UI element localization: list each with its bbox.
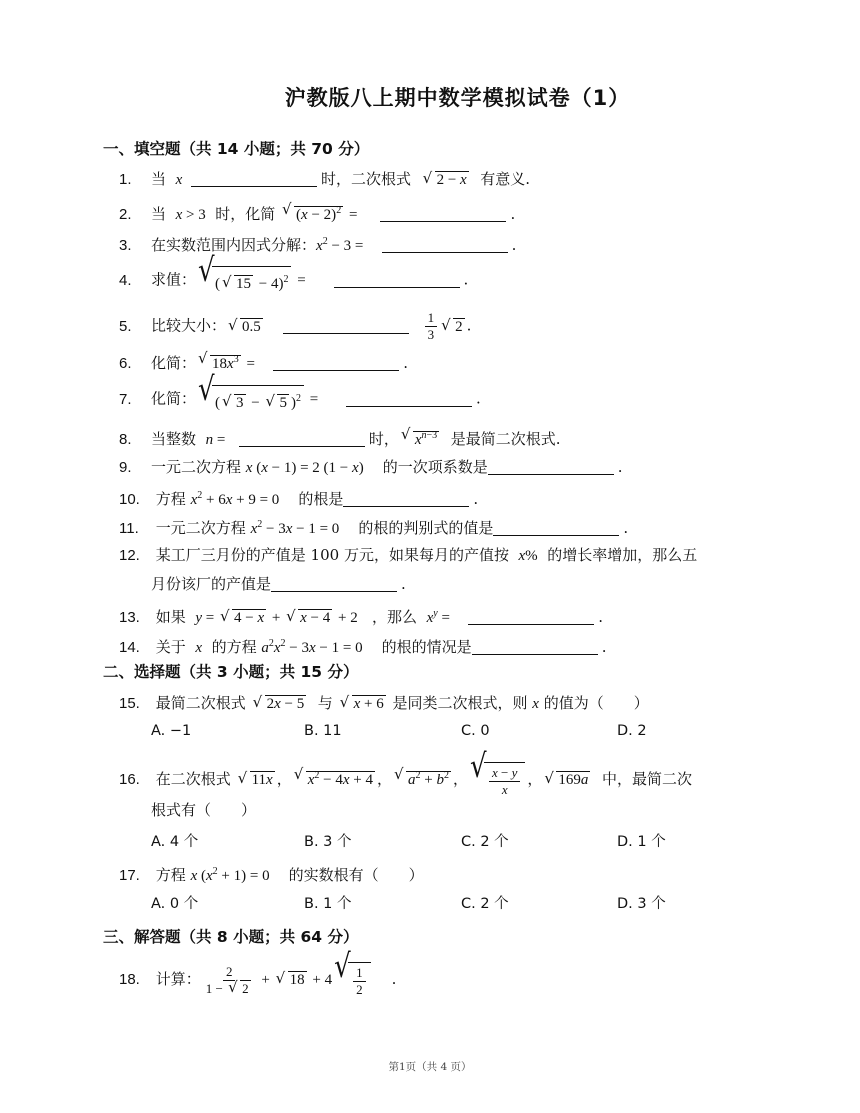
- option-b[interactable]: B. 3 个: [304, 834, 352, 850]
- section-heading-solve: 三、解答题（共 8 小题；共 64 分）: [103, 928, 359, 946]
- question-3: 3. 在实数范围内因式分解：$x^2 - 3$ = .: [119, 236, 517, 254]
- question-6: 6. 化简：√ $18x^3$ = .: [119, 349, 408, 375]
- question-14: 14. 关于 x 的方程 $a^2x^2 - 3x - 1 = 0$ 的根的情况是 .: [119, 638, 607, 656]
- page-footer: 第1页（共 4 页）: [388, 1061, 472, 1073]
- answer-blank[interactable]: [382, 236, 508, 253]
- question-15: 15. 最简二次根式 √ 2x − 5 与 √ x + 6 是同类二次根式，则 x 的值为（ ）: [119, 692, 649, 715]
- answer-blank[interactable]: [493, 519, 619, 536]
- question-2: 2. 当 x > 3 时，化简 √ $(x - 2)^2$ = .: [119, 200, 515, 226]
- question-7: 7. 化简：√ (√ 3 − √ 5 )$^2$ = .: [119, 385, 481, 414]
- section-heading-choice: 二、选择题（共 3 小题；共 15 分）: [103, 663, 359, 681]
- question-16-line-2: 根式有（ ）: [151, 801, 257, 819]
- answer-blank[interactable]: [334, 271, 460, 288]
- question-12-line-2: 月份该厂的产值是 .: [151, 575, 406, 593]
- answer-blank[interactable]: [468, 608, 594, 625]
- question-12: 12. 某工厂三月份的产值是 100 万元，如果每月的产值按 x% 的增长率增加，那么五: [119, 546, 698, 564]
- option-a[interactable]: A. 0 个: [151, 896, 199, 912]
- answer-blank[interactable]: [271, 575, 397, 592]
- answer-blank[interactable]: [488, 458, 614, 475]
- answer-blank[interactable]: [346, 390, 472, 407]
- question-18: 18. 计算： $\frac{2}{1 - √ 2}$ + √ 18 + 4 √ $\frac{1}{2}$ .: [119, 962, 396, 998]
- question-8: 8. 当整数 n = 时，√ $x^{n-3}$ 是最简二次根式.: [119, 425, 560, 451]
- answer-blank[interactable]: [472, 638, 598, 655]
- question-17: 17. 方程 x $(x^2 + 1) = 0$ 的实数根有（ ）: [119, 866, 424, 884]
- question-10: 10. 方程 $x^2 + 6x + 9 = 0$ 的根是 .: [119, 490, 479, 508]
- page-title: 沪教版八上期中数学模拟试卷（1）: [284, 86, 631, 110]
- question-number: 1.: [119, 171, 132, 188]
- answer-blank[interactable]: [343, 490, 469, 507]
- option-a[interactable]: A. 4 个: [151, 834, 199, 850]
- option-c[interactable]: C. 2 个: [461, 896, 509, 912]
- answer-blank[interactable]: [191, 170, 317, 187]
- question-13: 13. 如果 y = √ 4 − x + √ x − 4 + 2 ，那么 $x^y$ = .: [119, 603, 603, 629]
- answer-blank[interactable]: [380, 205, 506, 222]
- option-d[interactable]: D. 3 个: [617, 896, 666, 912]
- question-9: 9. 一元二次方程 x (x − 1) = 2 (1 − x) 的一次项系数是 .: [119, 458, 623, 476]
- question-16: 16. 在二次根式 √ 11x ，√ $x^2 - 4x + 4$ ，√ $a^2 + b^2$ ， √ $\frac{x - y}{x}$ ，√ 169a 中，最简二次: [119, 762, 692, 798]
- section-heading-fill-in: 一、填空题（共 14 小题；共 70 分）: [103, 140, 370, 158]
- option-c[interactable]: C. 0: [461, 723, 490, 739]
- option-d[interactable]: D. 2: [617, 723, 647, 739]
- question-11: 11. 一元二次方程 $x^2 - 3x - 1 = 0$ 的根的判别式的值是 .: [119, 519, 629, 537]
- question-5: 5. 比较大小：√ 0.5 $\frac{1}{3}$ √ 2 .: [119, 310, 471, 343]
- option-a[interactable]: A. −1: [151, 723, 192, 739]
- answer-blank[interactable]: [273, 354, 399, 371]
- option-d[interactable]: D. 1 个: [617, 834, 666, 850]
- option-b[interactable]: B. 1 个: [304, 896, 352, 912]
- option-c[interactable]: C. 2 个: [461, 834, 509, 850]
- option-b[interactable]: B. 11: [304, 723, 342, 739]
- question-4: 4. 求值：√ (√ 15 − 4)$^2$ = .: [119, 266, 468, 295]
- question-1: 1. 当 x 时，二次根式 √ 2 − x 有意义.: [119, 168, 530, 191]
- answer-blank[interactable]: [239, 430, 365, 447]
- answer-blank[interactable]: [283, 317, 409, 334]
